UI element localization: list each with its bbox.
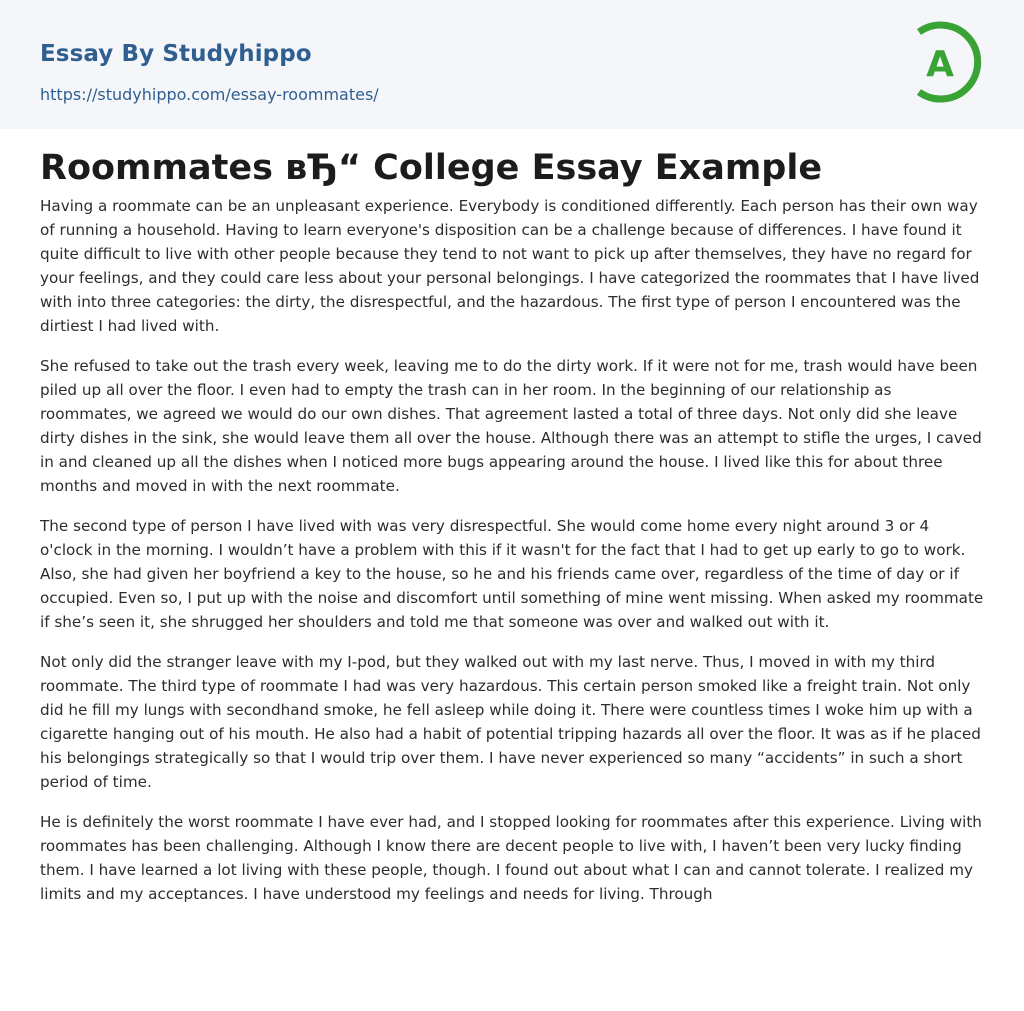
essay-paragraph: She refused to take out the trash every week, leaving me to do the dirty work. If it were not for me, trash would have been piled up all over the floor. I even had to empty the trash can in her room. In the beginning of our relationship as roommates, we agreed we would do our own dishes. That agreement lasted a total of three days. Not only did she leave dirty dishes in the sink, she would leave them all over the house. Although there was an attempt to stifle the urges, I caved in and cleaned up all the dishes when I noticed more bugs appearing around the house. I lived like this for about three months and moved in with the next roommate. (40, 357, 982, 495)
essay-paragraph: The second type of person I have lived with was very disrespectful. She would come home every night around 3 or 4 o'clock in the morning. I wouldn’t have a problem with this if it wasn't for the fact that I had to get up early to go to work. Also, she had given her boyfriend a key to the house, so he and his friends came over, regardless of the time of day or if occupied. Even so, I put up with the noise and discomfort until something of mine went missing. When asked my roommate if she’s seen it, she shrugged her shoulders and told me that someone was over and walked out with it. (40, 517, 984, 631)
studyhippo-logo-icon[interactable] (909, 18, 989, 106)
essay-title: Roommates вЂ“ College Essay Example (40, 148, 823, 188)
essay-paragraph: He is definitely the worst roommate I have ever had, and I stopped looking for roommates after this experience. Living with roommates has been challenging. Although I know there are decent people to live with, I haven’t been very lucky finding them. I have learned a lot living with these people, though. I found out about what I can and cannot tolerate. I realized my limits and my acceptances. I have understood my feelings and needs for living. Through (40, 813, 982, 903)
logo-letter: A (926, 44, 954, 85)
essay-paragraph: Not only did the stranger leave with my I-pod, but they walked out with my last nerve. Thus, I moved in with my third roommate. The third type of roommate I had was very hazardous. This certain person smoked like a freight train. Not only did he fill my lungs with secondhand smoke, he fell asleep while doing it. There were countless times I woke him up with a cigarette hanging out of his mouth. He also had a habit of potential tripping hazards all over the floor. It was as if he placed his belongings strategically so that I would trip over them. I have never experienced so many “accidents” in such a short period of time. (40, 653, 981, 791)
essay-body (40, 194, 986, 922)
site-brand[interactable]: Essay By Studyhippo (40, 41, 312, 67)
essay-paragraph: Having a roommate can be an unpleasant experience. Everybody is conditioned differently. Each person has their own way of running a household. Having to learn everyone's disposition can be a challenge because of differences. I have found it quite difficult to live with other people because they tend to not want to pick up after themselves, they have no regard for your feelings, and they could care less about your personal belongings. I have categorized the roommates that I have lived with into three categories: the dirty, the disrespectful, and the hazardous. The first type of person I encountered was the dirtiest I had lived with. (40, 197, 980, 335)
essay-url-link[interactable]: https://studyhippo.com/essay-roommates/ (40, 85, 379, 104)
